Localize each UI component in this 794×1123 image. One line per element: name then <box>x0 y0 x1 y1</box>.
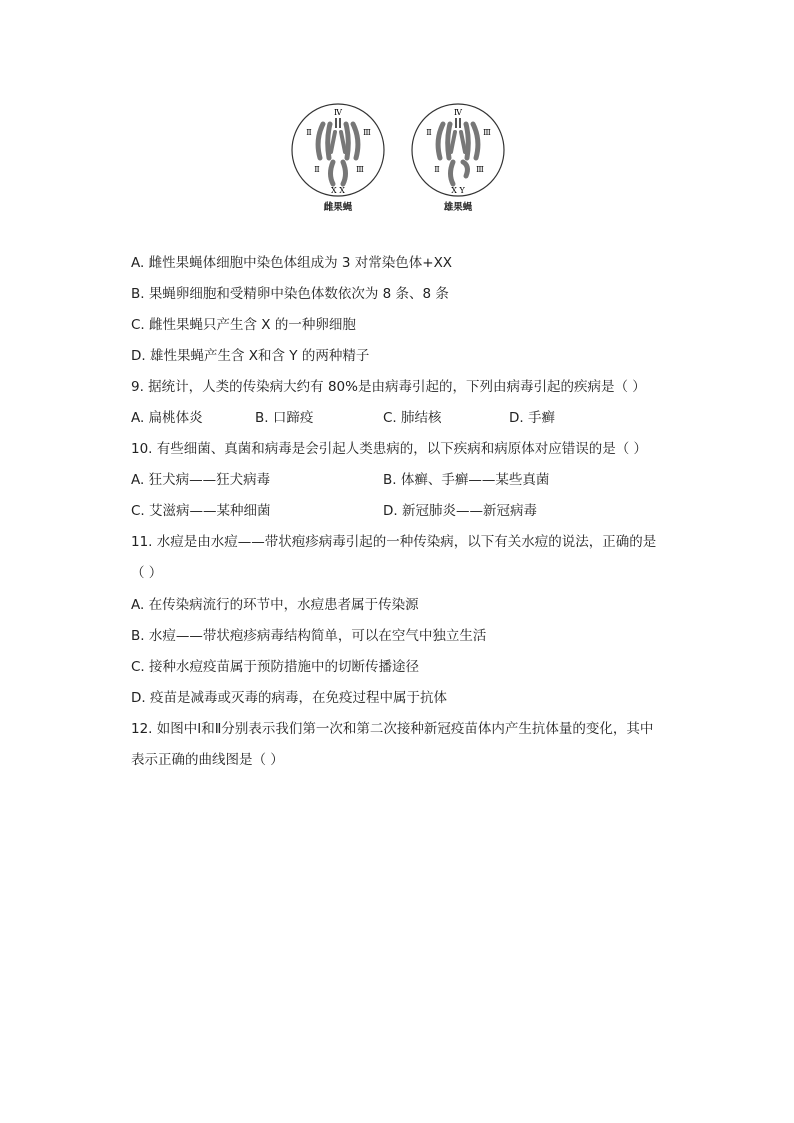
chromosome-figure <box>288 96 510 220</box>
label-ii: Ⅱ <box>426 128 432 137</box>
label-ii-low: Ⅱ <box>434 165 440 174</box>
q10-option-d: D. 新冠肺炎——新冠病毒 <box>383 503 537 519</box>
q11-option-a: A. 在传染病流行的环节中，水痘患者属于传染源 <box>131 597 419 613</box>
q8-option-c: C. 雌性果蝇只产生含 X 的一种卵细胞 <box>131 317 356 333</box>
q11-stem-continued: （ ） <box>131 565 163 581</box>
label-iii-low: Ⅲ <box>476 165 484 174</box>
label-sex: X X <box>331 186 345 195</box>
male-fly-karyotype <box>410 102 506 198</box>
q9-option-c: C. 肺结核 <box>383 410 442 426</box>
label-iii: Ⅲ <box>363 128 371 137</box>
q10-stem: 10. 有些细菌、真菌和病毒是会引起人类患病的，以下疾病和病原体对应错误的是（ ） <box>131 441 648 457</box>
male-caption: 雄果蝇 <box>443 202 473 213</box>
q11-option-d: D. 疫苗是减毒或灭毒的病毒，在免疫过程中属于抗体 <box>131 690 447 706</box>
label-iii-low: Ⅲ <box>356 165 364 174</box>
label-ii-low: Ⅱ <box>314 165 320 174</box>
label-iii: Ⅲ <box>483 128 491 137</box>
q9-option-a: A. 扁桃体炎 <box>131 410 203 426</box>
q10-option-a: A. 狂犬病——狂犬病毒 <box>131 472 271 488</box>
q8-option-a: A. 雌性果蝇体细胞中染色体组成为 3 对常染色体+XX <box>131 255 453 271</box>
label-sex: X Y <box>451 186 465 195</box>
q9-option-b: B. 口蹄疫 <box>255 410 314 426</box>
label-iv: Ⅳ <box>454 108 462 117</box>
q9-option-d: D. 手癣 <box>509 410 555 426</box>
female-caption: 雌果蝇 <box>323 202 353 213</box>
q8-option-d: D. 雄性果蝇产生含 X和含 Y 的两种精子 <box>131 348 370 364</box>
q10-option-c: C. 艾滋病——某种细菌 <box>131 503 271 519</box>
female-fly-karyotype <box>290 102 386 198</box>
q11-option-b: B. 水痘——带状疱疹病毒结构简单，可以在空气中独立生活 <box>131 628 487 644</box>
q12-stem-continued: 表示正确的曲线图是（ ） <box>131 752 284 768</box>
label-iv: Ⅳ <box>334 108 342 117</box>
q12-stem: 12. 如图中Ⅰ和Ⅱ分别表示我们第一次和第二次接种新冠疫苗体内产生抗体量的变化，其中 <box>131 721 654 737</box>
q11-option-c: C. 接种水痘疫苗属于预防措施中的切断传播途径 <box>131 659 420 675</box>
q11-stem: 11. 水痘是由水痘——带状疱疹病毒引起的一种传染病，以下有关水痘的说法，正确的是 <box>131 534 657 550</box>
label-ii: Ⅱ <box>306 128 312 137</box>
q9-stem: 9. 据统计，人类的传染病大约有 80%是由病毒引起的，下列由病毒引起的疾病是（ ） <box>131 379 646 395</box>
q10-option-b: B. 体癣、手癣——某些真菌 <box>383 472 550 488</box>
male-chromosome-diagram <box>410 102 506 198</box>
q8-option-b: B. 果蝇卵细胞和受精卵中染色体数依次为 8 条、8 条 <box>131 286 449 302</box>
female-chromosome-diagram <box>290 102 386 198</box>
